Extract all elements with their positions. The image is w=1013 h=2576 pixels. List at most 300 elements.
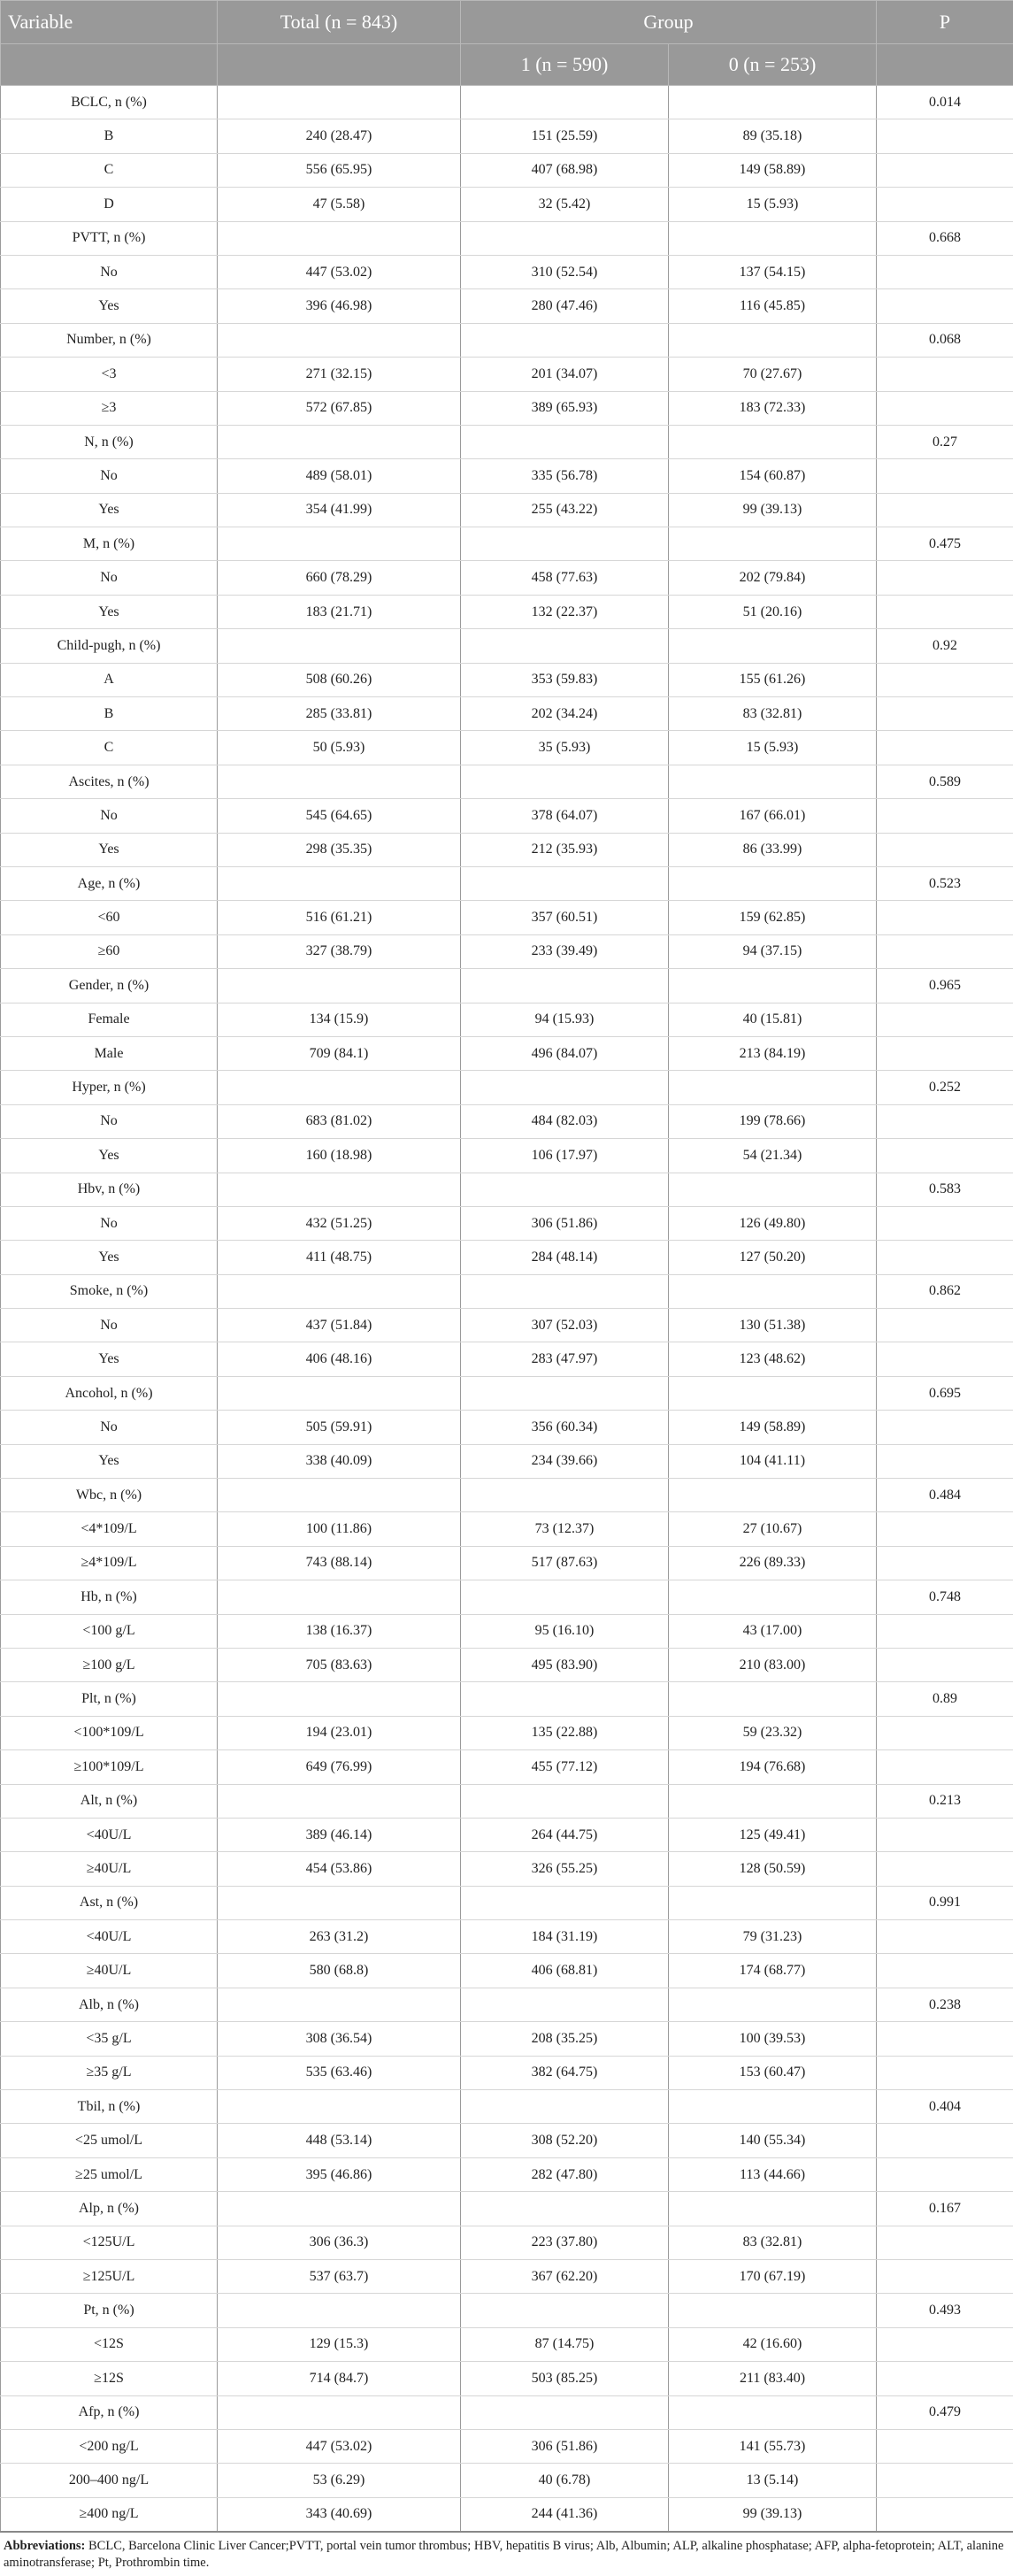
cell-total: 395 (46.86) (218, 2157, 461, 2191)
cell-total (218, 86, 461, 119)
cell-variable: Ascites, n (%) (1, 765, 218, 798)
cell-p-value: 0.252 (877, 1071, 1013, 1104)
cell-group-0: 104 (41.11) (669, 1444, 877, 1478)
cell-total: 338 (40.09) (218, 1444, 461, 1478)
level-row (1, 697, 1013, 731)
cell-group-1 (461, 1479, 669, 1512)
level-row (1, 2497, 1013, 2532)
level-row (1, 1614, 1013, 1648)
cell-variable: <125U/L (1, 2226, 218, 2259)
cell-group-0: 154 (60.87) (669, 459, 877, 493)
level-row (1, 1003, 1013, 1036)
cell-variable: ≥100*109/L (1, 1750, 218, 1784)
variable-row (1, 629, 1013, 663)
cell-group-1: 106 (17.97) (461, 1139, 669, 1173)
cell-p-value: 0.167 (877, 2192, 1013, 2226)
cell-variable: Number, n (%) (1, 323, 218, 357)
cell-group-0: 43 (17.00) (669, 1614, 877, 1648)
cell-variable: N, n (%) (1, 425, 218, 458)
cell-variable: <100 g/L (1, 1614, 218, 1648)
cell-variable: Child-pugh, n (%) (1, 629, 218, 663)
level-row (1, 2157, 1013, 2191)
cell-p-value (877, 731, 1013, 765)
cell-group-1: 503 (85.25) (461, 2362, 669, 2395)
cell-group-1: 308 (52.20) (461, 2124, 669, 2157)
cell-group-0 (669, 323, 877, 357)
cell-group-0 (669, 1988, 877, 2021)
cell-variable: Ancohol, n (%) (1, 1376, 218, 1410)
level-row (1, 2362, 1013, 2395)
level-row (1, 2056, 1013, 2089)
cell-group-1: 233 (39.49) (461, 934, 669, 968)
cell-group-0: 140 (55.34) (669, 2124, 877, 2157)
level-row (1, 1342, 1013, 1376)
cell-p-value: 0.695 (877, 1376, 1013, 1410)
cell-variable: Male (1, 1036, 218, 1070)
level-row (1, 1104, 1013, 1138)
cell-variable: ≥12S (1, 2362, 218, 2395)
cell-p-value (877, 595, 1013, 628)
level-row (1, 2464, 1013, 2497)
cell-group-0: 99 (39.13) (669, 493, 877, 527)
cell-variable: Afp, n (%) (1, 2395, 218, 2429)
cell-p-value (877, 2497, 1013, 2532)
cell-group-0 (669, 1580, 877, 1614)
cell-group-1: 335 (56.78) (461, 459, 669, 493)
cell-group-1: 208 (35.25) (461, 2022, 669, 2056)
cell-total (218, 866, 461, 900)
cell-p-value (877, 188, 1013, 221)
cell-total: 411 (48.75) (218, 1241, 461, 1274)
cell-variable: Yes (1, 493, 218, 527)
cell-variable: Alt, n (%) (1, 1784, 218, 1818)
cell-group-1: 202 (34.24) (461, 697, 669, 731)
cell-group-1 (461, 1580, 669, 1614)
variable-row (1, 221, 1013, 255)
cell-total (218, 2395, 461, 2429)
cell-variable: 200–400 ng/L (1, 2464, 218, 2497)
cell-group-0: 83 (32.81) (669, 697, 877, 731)
variable-row (1, 1988, 1013, 2021)
cell-total: 285 (33.81) (218, 697, 461, 731)
cell-group-1: 135 (22.88) (461, 1716, 669, 1749)
cell-variable: No (1, 255, 218, 288)
cell-total: 100 (11.86) (218, 1512, 461, 1546)
cell-total: 580 (68.8) (218, 1954, 461, 1988)
cell-p-value (877, 493, 1013, 527)
cell-p-value (877, 1954, 1013, 1988)
cell-group-1: 35 (5.93) (461, 731, 669, 765)
cell-p-value (877, 1750, 1013, 1784)
level-row (1, 188, 1013, 221)
cell-p-value: 0.475 (877, 527, 1013, 561)
cell-group-0 (669, 1682, 877, 1716)
level-row (1, 2124, 1013, 2157)
cell-total: 545 (64.65) (218, 799, 461, 833)
cell-total: 454 (53.86) (218, 1852, 461, 1886)
cell-total: 516 (61.21) (218, 901, 461, 934)
cell-p-value: 0.991 (877, 1886, 1013, 1919)
level-row (1, 1411, 1013, 1444)
header-p: P (877, 1, 1013, 44)
variable-row (1, 1274, 1013, 1308)
cell-group-0: 199 (78.66) (669, 1104, 877, 1138)
cell-group-1: 455 (77.12) (461, 1750, 669, 1784)
cell-group-0 (669, 2395, 877, 2429)
cell-group-0: 100 (39.53) (669, 2022, 877, 2056)
cell-total (218, 425, 461, 458)
cell-group-0: 13 (5.14) (669, 2464, 877, 2497)
cell-group-0: 211 (83.40) (669, 2362, 877, 2395)
cell-total: 709 (84.1) (218, 1036, 461, 1070)
cell-total: 489 (58.01) (218, 459, 461, 493)
cell-variable: Ast, n (%) (1, 1886, 218, 1919)
cell-total (218, 629, 461, 663)
cell-group-0: 126 (49.80) (669, 1206, 877, 1240)
cell-p-value (877, 1444, 1013, 1478)
cell-p-value (877, 1342, 1013, 1376)
cell-p-value (877, 255, 1013, 288)
cell-total: 134 (15.9) (218, 1003, 461, 1036)
cell-p-value: 0.213 (877, 1784, 1013, 1818)
cell-total (218, 765, 461, 798)
cell-variable: <200 ng/L (1, 2429, 218, 2463)
cell-p-value (877, 391, 1013, 425)
cell-p-value: 0.404 (877, 2090, 1013, 2124)
cell-p-value (877, 1104, 1013, 1138)
cell-p-value (877, 1309, 1013, 1342)
cell-total (218, 969, 461, 1003)
cell-variable: No (1, 459, 218, 493)
cell-total (218, 1784, 461, 1818)
cell-total (218, 1886, 461, 1919)
cell-total: 556 (65.95) (218, 153, 461, 187)
cell-group-1 (461, 2395, 669, 2429)
level-row (1, 561, 1013, 595)
cell-variable: <25 umol/L (1, 2124, 218, 2157)
cell-group-1: 406 (68.81) (461, 1954, 669, 1988)
cell-variable: ≥4*109/L (1, 1546, 218, 1580)
cell-variable: Tbil, n (%) (1, 2090, 218, 2124)
cell-total: 194 (23.01) (218, 1716, 461, 1749)
cell-group-0: 113 (44.66) (669, 2157, 877, 2191)
level-row (1, 799, 1013, 833)
cell-group-1: 284 (48.14) (461, 1241, 669, 1274)
cell-group-0: 155 (61.26) (669, 663, 877, 696)
cell-variable: Plt, n (%) (1, 1682, 218, 1716)
cell-variable: Smoke, n (%) (1, 1274, 218, 1308)
cell-variable: Alb, n (%) (1, 1988, 218, 2021)
cell-p-value (877, 1614, 1013, 1648)
variable-row (1, 1784, 1013, 1818)
variable-row (1, 866, 1013, 900)
cell-variable: ≥60 (1, 934, 218, 968)
cell-group-0: 170 (67.19) (669, 2260, 877, 2294)
cell-group-1 (461, 866, 669, 900)
cell-variable: Yes (1, 833, 218, 866)
variable-row (1, 323, 1013, 357)
cell-p-value: 0.238 (877, 1988, 1013, 2021)
cell-group-1 (461, 2294, 669, 2327)
cell-group-0 (669, 1071, 877, 1104)
cell-total: 240 (28.47) (218, 119, 461, 153)
cell-group-0 (669, 1784, 877, 1818)
variable-row (1, 1580, 1013, 1614)
level-row (1, 119, 1013, 153)
header-blank-variable (1, 44, 218, 86)
cell-group-1 (461, 629, 669, 663)
cell-group-0: 79 (31.23) (669, 1920, 877, 1954)
cell-p-value (877, 1546, 1013, 1580)
cell-variable: No (1, 561, 218, 595)
cell-p-value: 0.589 (877, 765, 1013, 798)
cell-group-1: 356 (60.34) (461, 1411, 669, 1444)
cell-total (218, 527, 461, 561)
cell-group-1: 282 (47.80) (461, 2157, 669, 2191)
level-row (1, 493, 1013, 527)
cell-group-0 (669, 1886, 877, 1919)
cell-variable: Age, n (%) (1, 866, 218, 900)
cell-variable: <4*109/L (1, 1512, 218, 1546)
cell-group-1: 244 (41.36) (461, 2497, 669, 2532)
level-row (1, 1954, 1013, 1988)
cell-group-1: 87 (14.75) (461, 2327, 669, 2361)
cell-group-0: 167 (66.01) (669, 799, 877, 833)
cell-variable: No (1, 1206, 218, 1240)
cell-p-value (877, 289, 1013, 323)
level-row (1, 595, 1013, 628)
cell-group-0: 70 (27.67) (669, 358, 877, 391)
cell-group-1: 32 (5.42) (461, 188, 669, 221)
variable-row (1, 425, 1013, 458)
cell-total: 47 (5.58) (218, 188, 461, 221)
level-row (1, 731, 1013, 765)
cell-group-0: 15 (5.93) (669, 731, 877, 765)
header-group-1: 1 (n = 590) (461, 44, 669, 86)
cell-group-0 (669, 1274, 877, 1308)
cell-p-value: 0.523 (877, 866, 1013, 900)
cell-p-value (877, 2022, 1013, 2056)
cell-total (218, 1376, 461, 1410)
level-row (1, 459, 1013, 493)
cell-group-0 (669, 1479, 877, 1512)
cell-group-0 (669, 969, 877, 1003)
cell-group-0: 123 (48.62) (669, 1342, 877, 1376)
cell-p-value (877, 561, 1013, 595)
cell-variable: ≥125U/L (1, 2260, 218, 2294)
cell-group-1: 184 (31.19) (461, 1920, 669, 1954)
cell-p-value (877, 1206, 1013, 1240)
cell-variable: Pt, n (%) (1, 2294, 218, 2327)
cell-total: 660 (78.29) (218, 561, 461, 595)
cell-group-1: 151 (25.59) (461, 119, 669, 153)
cell-group-0: 141 (55.73) (669, 2429, 877, 2463)
cell-group-1: 517 (87.63) (461, 1546, 669, 1580)
cell-variable: Hb, n (%) (1, 1580, 218, 1614)
cell-variable: D (1, 188, 218, 221)
cell-variable: <40U/L (1, 1818, 218, 1851)
cell-p-value: 0.89 (877, 1682, 1013, 1716)
cell-total: 714 (84.7) (218, 2362, 461, 2395)
cell-group-0 (669, 2192, 877, 2226)
cell-group-0: 15 (5.93) (669, 188, 877, 221)
cell-variable: <60 (1, 901, 218, 934)
cell-group-0: 210 (83.00) (669, 1648, 877, 1681)
cell-p-value (877, 2260, 1013, 2294)
header-group-0: 0 (n = 253) (669, 44, 877, 86)
variable-row (1, 527, 1013, 561)
footnote-text: BCLC, Barcelona Clinic Liver Cancer;PVTT, portal vein tumor thrombus; HBV, hepatitis B virus; Alb, Albumin; ALP, alkaline phosphatase; AFP, alpha-fetoprotein; ALT, alanine aminotransferase; Pt, Prothrombin time. (4, 2539, 1004, 2571)
cell-group-0: 127 (50.20) (669, 1241, 877, 1274)
cell-group-1: 132 (22.37) (461, 595, 669, 628)
cell-p-value: 0.27 (877, 425, 1013, 458)
cell-group-0: 83 (32.81) (669, 2226, 877, 2259)
cell-p-value (877, 2157, 1013, 2191)
cell-total: 448 (53.14) (218, 2124, 461, 2157)
level-row (1, 1852, 1013, 1886)
variable-row (1, 2192, 1013, 2226)
cell-variable: Alp, n (%) (1, 2192, 218, 2226)
cell-p-value (877, 1003, 1013, 1036)
cell-group-1: 73 (12.37) (461, 1512, 669, 1546)
cell-group-1 (461, 1988, 669, 2021)
cell-group-0 (669, 425, 877, 458)
level-row (1, 2327, 1013, 2361)
abbreviations-footnote (0, 2533, 1013, 2572)
cell-group-1: 496 (84.07) (461, 1036, 669, 1070)
variable-row (1, 2395, 1013, 2429)
cell-variable: <100*109/L (1, 1716, 218, 1749)
cell-total: 53 (6.29) (218, 2464, 461, 2497)
level-row (1, 2260, 1013, 2294)
cell-variable: ≥100 g/L (1, 1648, 218, 1681)
cell-p-value (877, 799, 1013, 833)
level-row (1, 1139, 1013, 1173)
cell-group-1: 40 (6.78) (461, 2464, 669, 2497)
level-row (1, 2022, 1013, 2056)
cell-variable: No (1, 1309, 218, 1342)
cell-variable: <3 (1, 358, 218, 391)
cell-group-1: 389 (65.93) (461, 391, 669, 425)
cell-group-0: 149 (58.89) (669, 153, 877, 187)
cell-total (218, 1274, 461, 1308)
variable-row (1, 969, 1013, 1003)
cell-group-0 (669, 866, 877, 900)
cell-total: 432 (51.25) (218, 1206, 461, 1240)
level-row (1, 934, 1013, 968)
cell-group-0: 89 (35.18) (669, 119, 877, 153)
cell-group-0: 54 (21.34) (669, 1139, 877, 1173)
cell-total: 306 (36.3) (218, 2226, 461, 2259)
cell-group-1: 378 (64.07) (461, 799, 669, 833)
cell-group-1: 353 (59.83) (461, 663, 669, 696)
header-variable: Variable (1, 1, 218, 44)
cell-group-0: 42 (16.60) (669, 2327, 877, 2361)
cell-variable: ≥3 (1, 391, 218, 425)
cell-group-1: 495 (83.90) (461, 1648, 669, 1681)
cell-p-value (877, 833, 1013, 866)
table-header (1, 1, 1013, 86)
cell-variable: ≥35 g/L (1, 2056, 218, 2089)
level-row (1, 153, 1013, 187)
cell-group-1 (461, 1173, 669, 1206)
variable-row (1, 1886, 1013, 1919)
cell-p-value (877, 358, 1013, 391)
cell-group-0: 213 (84.19) (669, 1036, 877, 1070)
header-total: Total (n = 843) (218, 1, 461, 44)
variable-row (1, 1173, 1013, 1206)
cell-total: 343 (40.69) (218, 2497, 461, 2532)
cell-total: 535 (63.46) (218, 2056, 461, 2089)
cell-p-value: 0.862 (877, 1274, 1013, 1308)
cell-group-1: 310 (52.54) (461, 255, 669, 288)
cell-p-value: 0.479 (877, 2395, 1013, 2429)
level-row (1, 2226, 1013, 2259)
cell-group-0: 202 (79.84) (669, 561, 877, 595)
cell-group-0: 40 (15.81) (669, 1003, 877, 1036)
level-row (1, 289, 1013, 323)
cell-group-1: 283 (47.97) (461, 1342, 669, 1376)
cell-group-0: 27 (10.67) (669, 1512, 877, 1546)
cell-p-value (877, 1139, 1013, 1173)
cell-p-value (877, 2362, 1013, 2395)
cell-variable: No (1, 1411, 218, 1444)
cell-group-0: 51 (20.16) (669, 595, 877, 628)
cell-group-0: 128 (50.59) (669, 1852, 877, 1886)
cell-group-0: 159 (62.85) (669, 901, 877, 934)
cell-p-value: 0.965 (877, 969, 1013, 1003)
cell-variable: ≥400 ng/L (1, 2497, 218, 2532)
cell-variable: ≥25 umol/L (1, 2157, 218, 2191)
cell-p-value (877, 1241, 1013, 1274)
cell-group-1 (461, 1784, 669, 1818)
cell-variable: Yes (1, 1342, 218, 1376)
cell-variable: ≥40U/L (1, 1954, 218, 1988)
cell-p-value (877, 1648, 1013, 1681)
cell-total: 572 (67.85) (218, 391, 461, 425)
cell-group-0: 99 (39.13) (669, 2497, 877, 2532)
cell-group-1: 306 (51.86) (461, 2429, 669, 2463)
level-row (1, 1206, 1013, 1240)
cell-group-1: 264 (44.75) (461, 1818, 669, 1851)
cell-group-0: 130 (51.38) (669, 1309, 877, 1342)
cell-total: 505 (59.91) (218, 1411, 461, 1444)
cell-total: 354 (41.99) (218, 493, 461, 527)
cell-group-0: 86 (33.99) (669, 833, 877, 866)
cell-total (218, 1682, 461, 1716)
cell-total: 138 (16.37) (218, 1614, 461, 1648)
cell-group-1 (461, 1274, 669, 1308)
level-row (1, 1648, 1013, 1681)
level-row (1, 255, 1013, 288)
cell-variable: BCLC, n (%) (1, 86, 218, 119)
cell-group-0: 174 (68.77) (669, 1954, 877, 1988)
level-row (1, 391, 1013, 425)
cell-total: 447 (53.02) (218, 255, 461, 288)
cell-p-value: 0.014 (877, 86, 1013, 119)
level-row (1, 1818, 1013, 1851)
cell-total (218, 1988, 461, 2021)
cell-group-0: 116 (45.85) (669, 289, 877, 323)
header-row-2 (1, 44, 1013, 86)
variable-row (1, 2090, 1013, 2124)
cell-group-1 (461, 1071, 669, 1104)
cell-variable: C (1, 153, 218, 187)
cell-total: 705 (83.63) (218, 1648, 461, 1681)
cell-group-1: 458 (77.63) (461, 561, 669, 595)
header-row-1 (1, 1, 1013, 44)
cell-group-0: 125 (49.41) (669, 1818, 877, 1851)
